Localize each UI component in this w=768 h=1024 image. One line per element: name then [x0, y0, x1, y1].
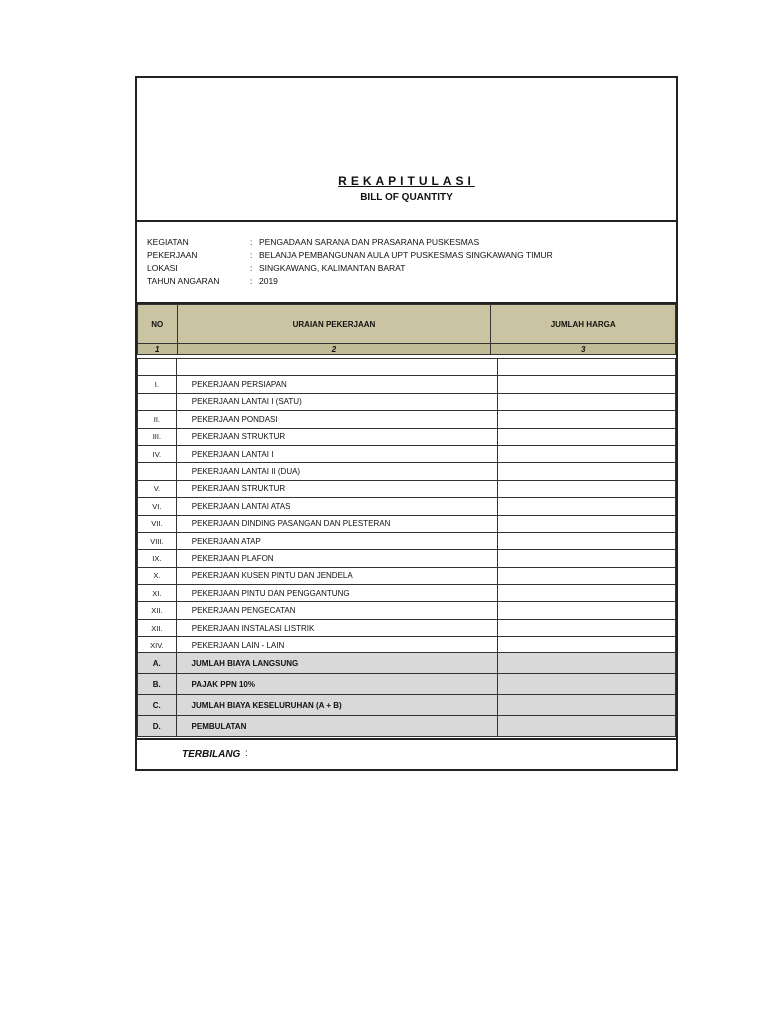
row-amount: [497, 376, 675, 393]
table-row: [138, 463, 676, 480]
summary-row: [138, 695, 676, 716]
row-number: III.: [138, 428, 177, 445]
table-row: [138, 602, 676, 619]
table-row: [138, 428, 676, 445]
summary-letter: B.: [138, 674, 177, 695]
row-number: V.: [138, 480, 177, 497]
column-number: 3: [491, 344, 676, 355]
info-colon: :: [250, 263, 253, 273]
table-row: [138, 585, 676, 602]
table-row: [138, 567, 676, 584]
table-row: [138, 619, 676, 636]
summary-row: [138, 716, 676, 737]
row-number: VI.: [138, 498, 177, 515]
row-description: PEKERJAAN LAIN - LAIN: [176, 637, 497, 654]
row-amount: [497, 602, 675, 619]
table-row: [138, 515, 676, 532]
table-row: [138, 498, 676, 515]
info-value: SINGKAWANG, KALIMANTAN BARAT: [259, 263, 406, 273]
row-amount: [497, 428, 675, 445]
summary-amount: [497, 695, 675, 716]
column-header-no: NO: [138, 305, 178, 344]
row-amount: [497, 393, 675, 410]
info-label: KEGIATAN: [147, 237, 189, 247]
row-number: XI.: [138, 585, 177, 602]
table-header: [137, 304, 676, 355]
info-value: 2019: [259, 276, 278, 286]
table-row: [138, 376, 676, 393]
table-row: [138, 411, 676, 428]
table-row: [138, 393, 676, 410]
table-row: [138, 445, 676, 462]
row-description: PEKERJAAN KUSEN PINTU DAN JENDELA: [176, 567, 497, 584]
row-number: IV.: [138, 445, 177, 462]
row-amount: [497, 480, 675, 497]
terbilang-colon: :: [245, 748, 248, 759]
info-colon: :: [250, 237, 253, 247]
row-description: PEKERJAAN PENGECATAN: [176, 602, 497, 619]
row-description: PEKERJAAN STRUKTUR: [176, 428, 497, 445]
summary-description: JUMLAH BIAYA LANGSUNG: [176, 653, 497, 674]
summary-letter: A.: [138, 653, 177, 674]
document-title: REKAPITULASI: [338, 174, 475, 188]
row-number: VII.: [138, 515, 177, 532]
column-header-jumlah: JUMLAH HARGA: [491, 305, 676, 344]
row-description: PEKERJAAN PONDASI: [176, 411, 497, 428]
info-colon: :: [250, 250, 253, 260]
row-amount: [497, 463, 675, 480]
row-amount: [497, 411, 675, 428]
row-amount: [497, 567, 675, 584]
column-number: 2: [177, 344, 491, 355]
row-description: PEKERJAAN PINTU DAN PENGGANTUNG: [176, 585, 497, 602]
info-value: BELANJA PEMBANGUNAN AULA UPT PUSKESMAS SINGKAWANG TIMUR: [259, 250, 553, 260]
title-divider: [137, 220, 676, 222]
table-row: [138, 550, 676, 567]
summary-description: JUMLAH BIAYA KESELURUHAN (A + B): [176, 695, 497, 716]
summary-letter: C.: [138, 695, 177, 716]
info-label: TAHUN ANGARAN: [147, 276, 220, 286]
row-description: PEKERJAAN STRUKTUR: [176, 480, 497, 497]
row-number: I.: [138, 376, 177, 393]
row-amount: [497, 619, 675, 636]
row-description: PEKERJAAN PERSIAPAN: [176, 376, 497, 393]
info-value: PENGADAAN SARANA DAN PRASARANA PUSKESMAS: [259, 237, 480, 247]
row-amount: [497, 515, 675, 532]
table-row: [138, 532, 676, 549]
row-description: PEKERJAAN LANTAI I: [176, 445, 497, 462]
row-description: PEKERJAAN DINDING PASANGAN DAN PLESTERAN: [176, 515, 497, 532]
column-number: 1: [138, 344, 178, 355]
info-label: PEKERJAAN: [147, 250, 198, 260]
row-amount: [497, 585, 675, 602]
row-number: XIV.: [138, 637, 177, 654]
info-colon: :: [250, 276, 253, 286]
row-amount: [497, 445, 675, 462]
summary-amount: [497, 716, 675, 737]
summary-description: PEMBULATAN: [176, 716, 497, 737]
row-description: PEKERJAAN PLAFON: [176, 550, 497, 567]
work-items-table: [137, 358, 676, 672]
row-number: II.: [138, 411, 177, 428]
terbilang-label: TERBILANG: [182, 749, 241, 760]
row-amount: [497, 550, 675, 567]
bill-of-quantity-sheet: [135, 76, 678, 771]
row-number: XII.: [138, 619, 177, 636]
row-amount: [497, 498, 675, 515]
row-description: PEKERJAAN LANTAI ATAS: [176, 498, 497, 515]
row-amount: [497, 532, 675, 549]
summary-letter: D.: [138, 716, 177, 737]
row-description: PEKERJAAN LANTAI II (DUA): [176, 463, 497, 480]
document-subtitle: BILL OF QUANTITY: [360, 192, 453, 203]
row-description: PEKERJAAN LANTAI I (SATU): [176, 393, 497, 410]
column-header-uraian: URAIAN PEKERJAAN: [177, 305, 491, 344]
row-description: PEKERJAAN ATAP: [176, 532, 497, 549]
row-number: [138, 393, 177, 410]
summary-amount: [497, 653, 675, 674]
row-number: IX.: [138, 550, 177, 567]
table-row: [138, 480, 676, 497]
row-number: [138, 463, 177, 480]
summary-row: [138, 674, 676, 695]
row-number: XII.: [138, 602, 177, 619]
summary-amount: [497, 674, 675, 695]
summary-table: [137, 652, 676, 737]
row-number: X.: [138, 567, 177, 584]
info-label: LOKASI: [147, 263, 178, 273]
row-description: PEKERJAAN INSTALASI LISTRIK: [176, 619, 497, 636]
row-number: VIII.: [138, 532, 177, 549]
summary-divider: [137, 738, 676, 740]
summary-description: PAJAK PPN 10%: [176, 674, 497, 695]
summary-row: [138, 653, 676, 674]
